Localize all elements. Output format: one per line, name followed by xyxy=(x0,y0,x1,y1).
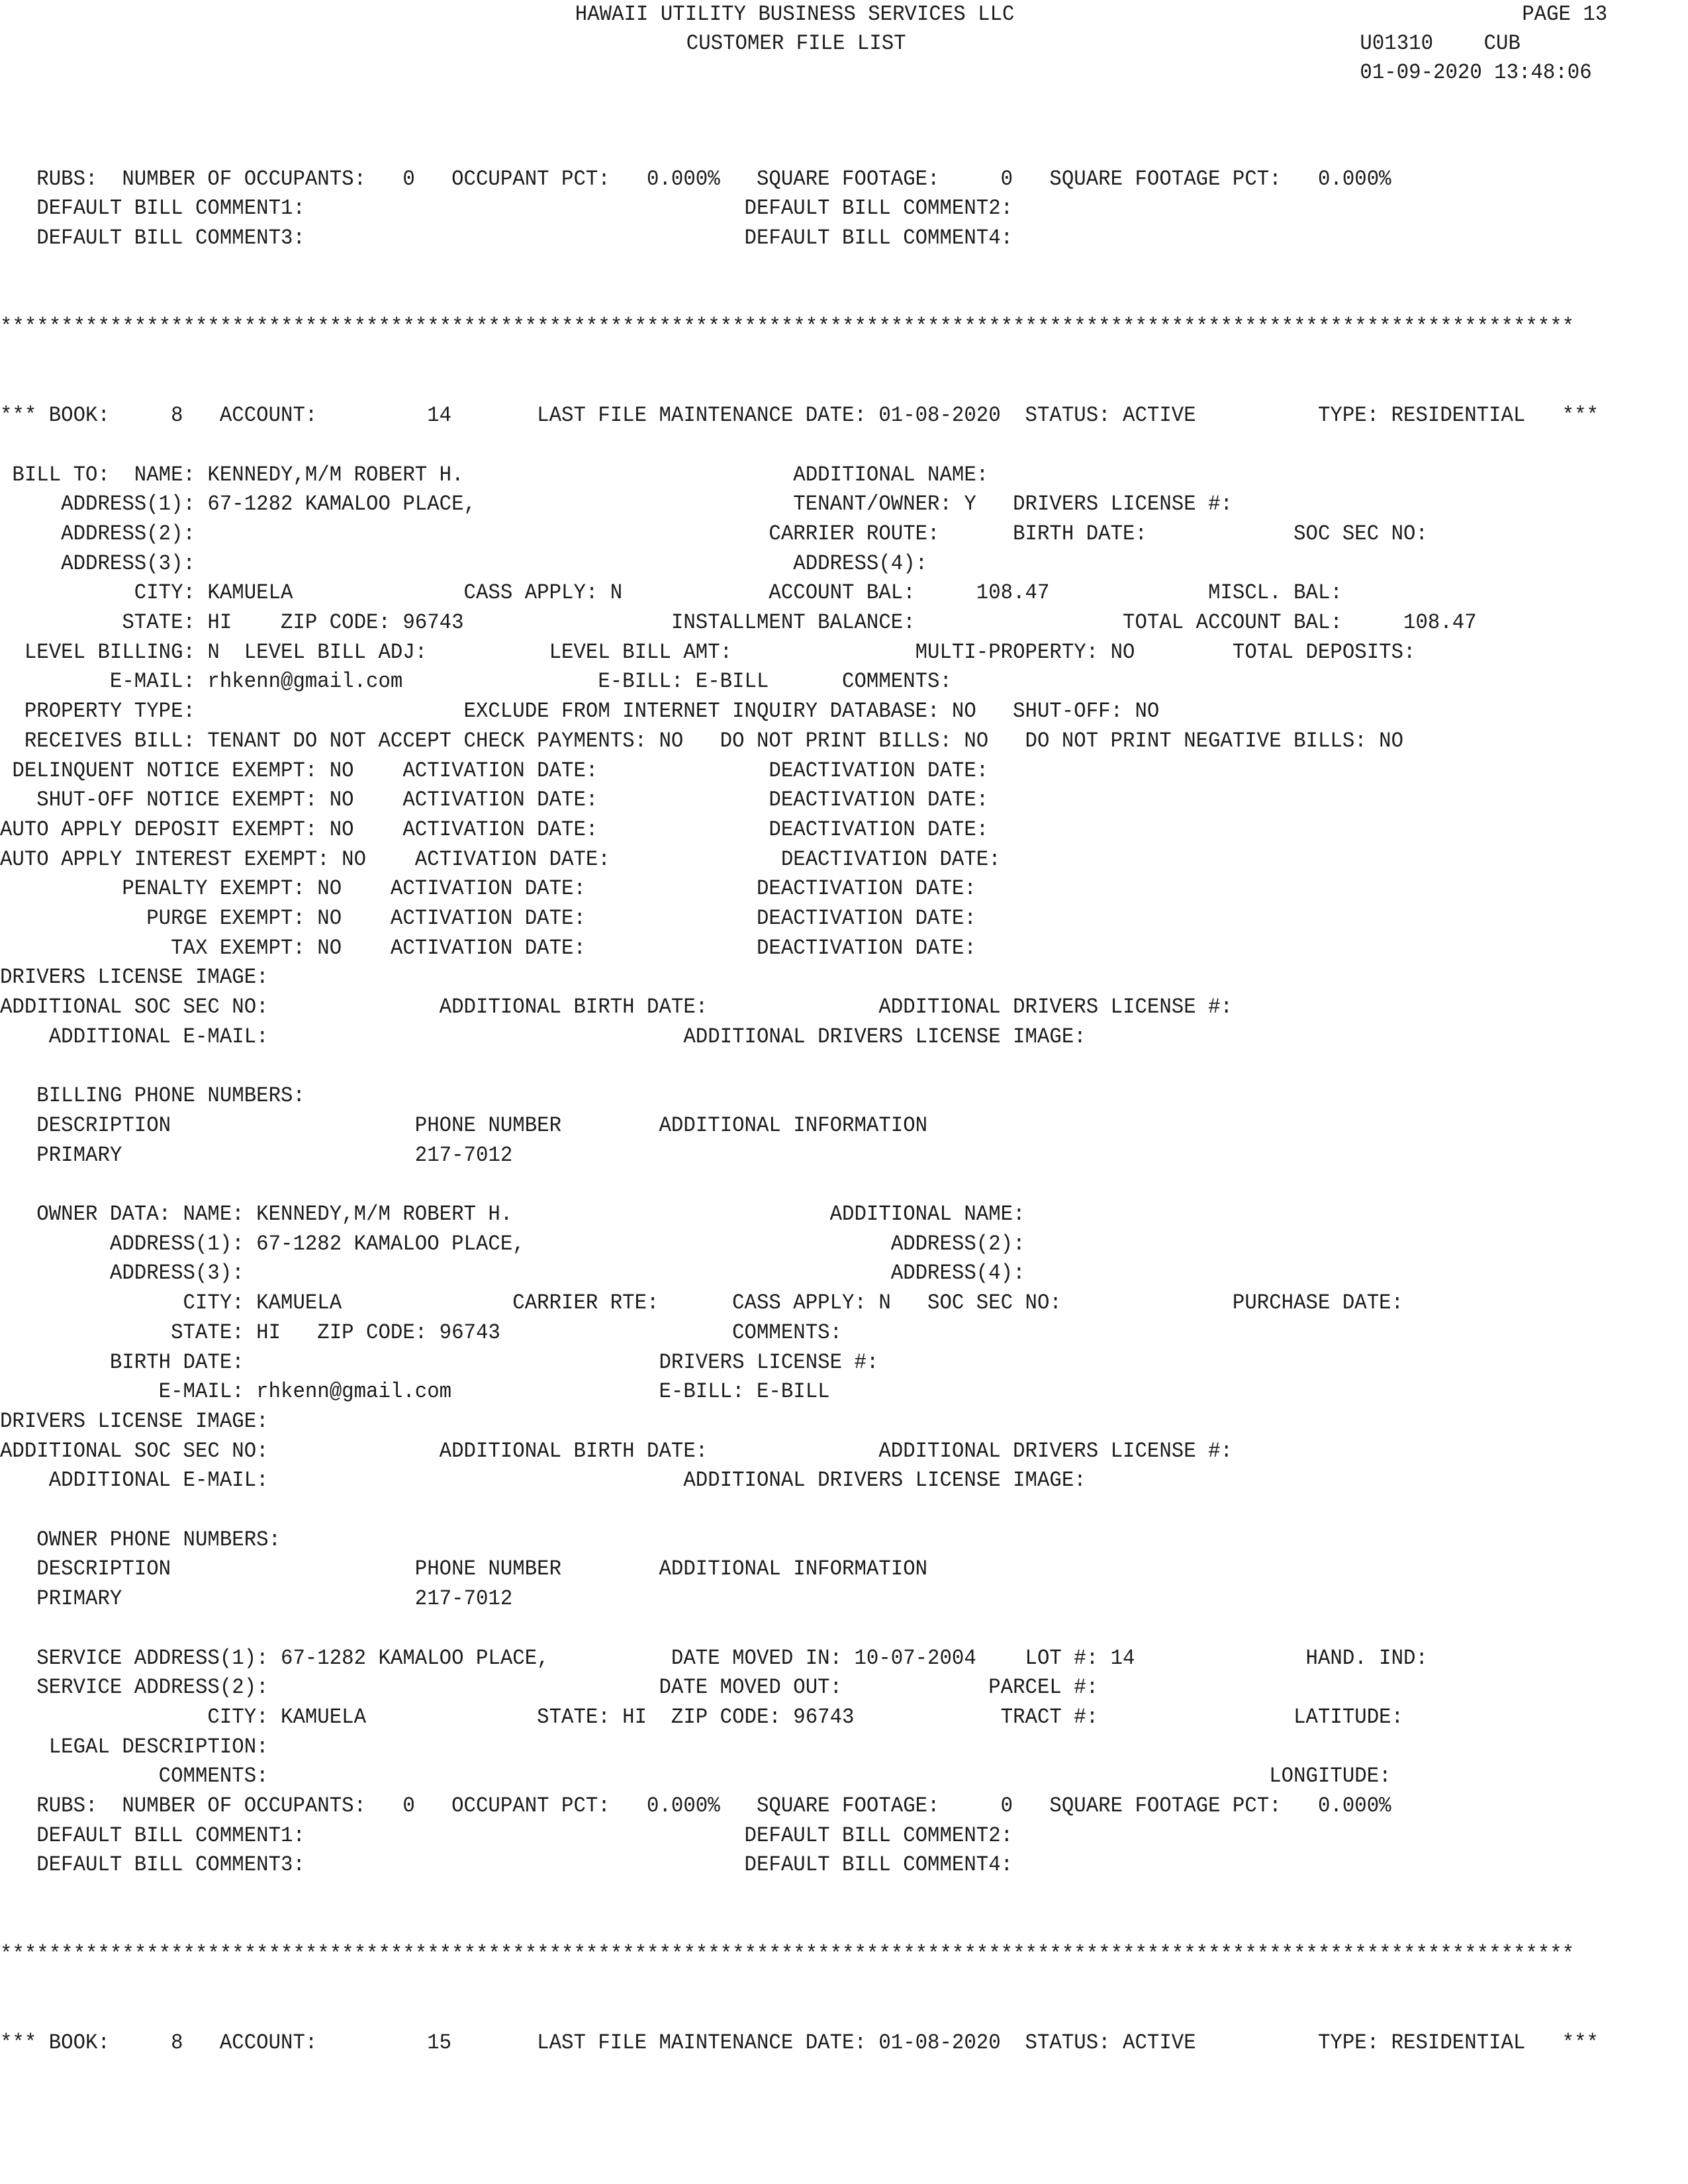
report-line: ADDRESS(3): ADDRESS(4): xyxy=(0,1261,1025,1285)
report-line: DEFAULT BILL COMMENT3: DEFAULT BILL COMMENT4: xyxy=(0,226,1013,250)
report-line xyxy=(0,17,1620,46)
report-line: CITY: KAMUELA CARRIER RTE: CASS APPLY: N SOC SEC NO: PURCHASE DATE: xyxy=(0,1291,1404,1315)
report-line: RUBS: NUMBER OF OCCUPANTS: 0 OCCUPANT PCT: 0.000% SQUARE FOOTAGE: 0 SQUARE FOOTAGE PCT: 0.000% xyxy=(0,167,1391,191)
report-line: PRIMARY 217-7012 xyxy=(0,1143,513,1167)
report-line: CITY: KAMUELA CASS APPLY: N ACCOUNT BAL: 108.47 MISCL. BAL: xyxy=(0,580,1342,605)
report-line: ADDITIONAL E-MAIL: ADDITIONAL DRIVERS LICENSE IMAGE: xyxy=(0,1024,1086,1049)
report-line: PRIMARY 217-7012 xyxy=(0,1586,513,1611)
report-line: ADDITIONAL SOC SEC NO: ADDITIONAL BIRTH DATE: ADDITIONAL DRIVERS LICENSE #: xyxy=(0,1439,1233,1463)
report-line xyxy=(0,431,1620,460)
report-line: DRIVERS LICENSE IMAGE: xyxy=(0,965,269,989)
report-line: AUTO APPLY INTEREST EXEMPT: NO ACTIVATION DATE: DEACTIVATION DATE: xyxy=(0,847,1001,872)
report-line xyxy=(0,105,1620,134)
report-line: STATE: HI ZIP CODE: 96743 INSTALLMENT BALANCE: TOTAL ACCOUNT BAL: 108.47 xyxy=(0,610,1477,635)
report-line xyxy=(0,75,1620,105)
report-line: AUTO APPLY DEPOSIT EXEMPT: NO ACTIVATION DATE: DEACTIVATION DATE: xyxy=(0,817,989,842)
report-line: TAX EXEMPT: NO ACTIVATION DATE: DEACTIVATION DATE: xyxy=(0,936,976,960)
report-line: ADDITIONAL E-MAIL: ADDITIONAL DRIVERS LICENSE IMAGE: xyxy=(0,1468,1086,1492)
report-line: RECEIVES BILL: TENANT DO NOT ACCEPT CHECK PAYMENTS: NO DO NOT PRINT BILLS: NO DO NOT PRINT NEGATIVE BILLS: NO xyxy=(0,729,1404,753)
report-line: SHUT-OFF NOTICE EXEMPT: NO ACTIVATION DATE: DEACTIVATION DATE: xyxy=(0,788,989,812)
report-line: LEVEL BILLING: N LEVEL BILL ADJ: LEVEL BILL AMT: MULTI-PROPERTY: NO TOTAL DEPOSITS: xyxy=(0,640,1416,664)
report-title: CUSTOMER FILE LIST xyxy=(686,31,906,56)
report-line xyxy=(0,1052,1620,1081)
report-line: ********************************************************************************************************************************* xyxy=(0,1942,1575,1966)
report-line: E-MAIL: rhkenn@gmail.com E-BILL: E-BILL xyxy=(0,1379,830,1404)
report-line: SERVICE ADDRESS(2): DATE MOVED OUT: PARCEL #: xyxy=(0,1675,1099,1700)
report-line: ADDRESS(1): 67-1282 KAMALOO PLACE, TENANT/OWNER: Y DRIVERS LICENSE #: xyxy=(0,492,1233,516)
report-line: ********************************************************************************************************************************* xyxy=(0,314,1575,339)
report-line: DESCRIPTION PHONE NUMBER ADDITIONAL INFORMATION xyxy=(0,1557,928,1581)
report-line xyxy=(0,371,1620,400)
report-line: ADDRESS(2): CARRIER ROUTE: BIRTH DATE: SOC SEC NO: xyxy=(0,522,1428,546)
report-line: *** BOOK: 8 ACCOUNT: 14 LAST FILE MAINTENANCE DATE: 01-08-2020 STATUS: ACTIVE TYPE: RESIDENTIAL *** xyxy=(0,403,1599,428)
run-datetime: 01-09-2020 13:48:06 xyxy=(1360,60,1592,85)
report-line xyxy=(0,1969,1620,1998)
report-line: E-MAIL: rhkenn@gmail.com E-BILL: E-BILL COMMENTS: xyxy=(0,669,952,694)
report-line: COMMENTS: LONGITUDE: xyxy=(0,1764,1391,1788)
report-line xyxy=(0,1170,1620,1199)
report-line: BILLING PHONE NUMBERS: xyxy=(0,1083,305,1108)
report-line: DESCRIPTION PHONE NUMBER ADDITIONAL INFORMATION xyxy=(0,1113,928,1138)
report-line: CITY: KAMUELA STATE: HI ZIP CODE: 96743 TRACT #: LATITUDE: xyxy=(0,1705,1404,1729)
system-code: CUB xyxy=(1483,31,1521,56)
report-line: PROPERTY TYPE: EXCLUDE FROM INTERNET INQUIRY DATABASE: NO SHUT-OFF: NO xyxy=(0,699,1160,723)
report-line: DRIVERS LICENSE IMAGE: xyxy=(0,1409,269,1433)
report-line: OWNER DATA: NAME: KENNEDY,M/M ROBERT H. ADDITIONAL NAME: xyxy=(0,1202,1025,1226)
report-line: ADDRESS(1): 67-1282 KAMALOO PLACE, ADDRESS(2): xyxy=(0,1232,1025,1256)
report-line: PURGE EXEMPT: NO ACTIVATION DATE: DEACTIVATION DATE: xyxy=(0,906,976,931)
report-line xyxy=(0,1910,1620,1939)
report-line: PENALTY EXEMPT: NO ACTIVATION DATE: DEACTIVATION DATE: xyxy=(0,876,976,901)
report-line: LEGAL DESCRIPTION: xyxy=(0,1735,269,1759)
report-line: BILL TO: NAME: KENNEDY,M/M ROBERT H. ADDITIONAL NAME: xyxy=(0,463,989,487)
page-number: PAGE 13 xyxy=(1522,2,1608,26)
report-line: SERVICE ADDRESS(1): 67-1282 KAMALOO PLACE, DATE MOVED IN: 10-07-2004 LOT #: 14 HAND. IND: xyxy=(0,1646,1428,1670)
company-name: HAWAII UTILITY BUSINESS SERVICES LLC xyxy=(575,2,1015,26)
report-line xyxy=(0,135,1620,164)
report-line xyxy=(0,1999,1620,2028)
report-line: DEFAULT BILL COMMENT1: DEFAULT BILL COMMENT2: xyxy=(0,1823,1013,1848)
report-line: ADDITIONAL SOC SEC NO: ADDITIONAL BIRTH DATE: ADDITIONAL DRIVERS LICENSE #: xyxy=(0,995,1233,1019)
report-line: STATE: HI ZIP CODE: 96743 COMMENTS: xyxy=(0,1320,843,1345)
report-line: DELINQUENT NOTICE EXEMPT: NO ACTIVATION DATE: DEACTIVATION DATE: xyxy=(0,758,989,783)
report-line: OWNER PHONE NUMBERS: xyxy=(0,1527,281,1552)
report-line: BIRTH DATE: DRIVERS LICENSE #: xyxy=(0,1350,879,1375)
report-line: ADDRESS(3): ADDRESS(4): xyxy=(0,551,928,576)
report-line xyxy=(0,283,1620,312)
report-line xyxy=(0,1880,1620,1909)
report-line: DEFAULT BILL COMMENT3: DEFAULT BILL COMMENT4: xyxy=(0,1852,1013,1877)
report-line xyxy=(0,46,1620,75)
report-id: U01310 xyxy=(1360,31,1434,56)
report-line: DEFAULT BILL COMMENT1: DEFAULT BILL COMMENT2: xyxy=(0,196,1013,220)
report-line xyxy=(0,1614,1620,1643)
report-line xyxy=(0,342,1620,371)
report-line xyxy=(0,253,1620,283)
report-line: *** BOOK: 8 ACCOUNT: 15 LAST FILE MAINTENANCE DATE: 01-08-2020 STATUS: ACTIVE TYPE: RESIDENTIAL *** xyxy=(0,2030,1599,2055)
report-line: RUBS: NUMBER OF OCCUPANTS: 0 OCCUPANT PCT: 0.000% SQUARE FOOTAGE: 0 SQUARE FOOTAGE PCT: 0.000% xyxy=(0,1794,1391,1818)
report-line xyxy=(0,1496,1620,1525)
